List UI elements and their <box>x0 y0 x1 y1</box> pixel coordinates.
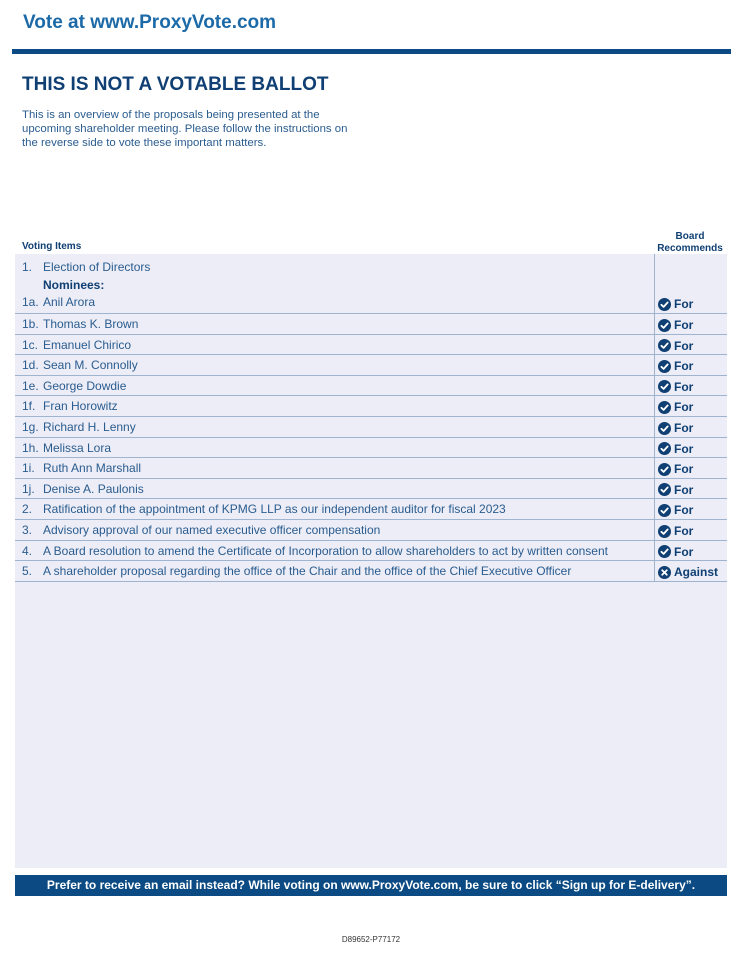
intro-text <box>22 108 367 151</box>
item-number: 4. <box>22 543 33 558</box>
item-text: Sean M. Connolly <box>43 358 138 373</box>
x-circle-icon <box>658 566 671 579</box>
item-number: 2. <box>22 502 33 517</box>
recommendation-label: Against <box>674 565 719 580</box>
recommendation-label: For <box>674 400 694 415</box>
check-circle-icon <box>658 401 671 414</box>
recommendation-label: For <box>674 482 694 497</box>
item-number: 1. <box>22 260 33 274</box>
board-recommendation <box>658 297 693 311</box>
intro-line: the reverse side to vote these important matters. <box>22 137 267 150</box>
voting-item-row <box>15 499 727 520</box>
item-number: 1j. <box>22 481 35 496</box>
board-recommendation <box>658 400 693 414</box>
item-number: 1a. <box>22 295 39 309</box>
recommendation-label: For <box>674 503 694 518</box>
check-circle-icon <box>658 422 671 435</box>
column-header-board-line: Board <box>675 231 705 242</box>
item-number: 5. <box>22 564 33 579</box>
item-number: 1e. <box>22 378 39 393</box>
item-number: 1c. <box>22 337 39 352</box>
check-circle-icon <box>658 360 671 373</box>
recommendation-label: For <box>674 544 694 559</box>
check-circle-icon <box>658 298 671 311</box>
recommendation-label: For <box>674 441 694 456</box>
item-number: 1b. <box>22 317 39 331</box>
item-text: A shareholder proposal regarding the office of the Chair and the office of the Chief Executive Officer <box>43 564 572 579</box>
board-recommendation <box>658 545 693 559</box>
check-circle-icon <box>658 319 671 332</box>
item-number: 1i. <box>22 461 35 476</box>
voting-item-row <box>15 355 727 376</box>
check-circle-icon <box>658 339 671 352</box>
check-circle-icon <box>658 483 671 496</box>
voting-item-row <box>15 520 727 541</box>
column-header-board-recommends <box>652 231 728 254</box>
item-text: Richard H. Lenny <box>43 420 136 434</box>
voting-item-row <box>15 479 727 500</box>
board-recommendation <box>658 318 693 332</box>
item-text: Emanuel Chirico <box>43 337 132 352</box>
item-text: Fran Horowitz <box>43 399 118 414</box>
recommendation-label: For <box>674 318 694 332</box>
item-text: Anil Arora <box>43 295 96 309</box>
check-circle-icon <box>658 442 671 455</box>
board-recommendation <box>658 462 693 476</box>
board-recommendation <box>658 483 693 497</box>
board-recommendation <box>658 524 693 538</box>
voting-item-row <box>15 458 727 479</box>
column-header-voting-items: Voting Items <box>22 241 82 252</box>
voting-item-row <box>15 314 727 335</box>
item-text: Melissa Lora <box>43 440 112 455</box>
item-text: Denise A. Paulonis <box>43 481 144 496</box>
board-recommendation <box>658 565 718 579</box>
nominees-label: Nominees: <box>43 278 105 292</box>
recommendation-label: For <box>674 297 694 311</box>
check-circle-icon <box>658 380 671 393</box>
voting-item-row <box>15 561 727 582</box>
recommendation-label: For <box>674 421 694 435</box>
voting-item-row <box>15 417 727 438</box>
item-number: 1f. <box>22 399 36 414</box>
recommendation-label: For <box>674 379 694 394</box>
recommendation-label: For <box>674 524 694 538</box>
check-circle-icon <box>658 545 671 558</box>
voting-item-row <box>15 438 727 459</box>
item-text: George Dowdie <box>43 378 127 393</box>
voting-item-row <box>15 396 727 417</box>
intro-line: This is an overview of the proposals being presented at the <box>22 109 320 121</box>
item-text: Advisory approval of our named executive officer compensation <box>43 523 381 537</box>
recommendation-label: For <box>674 462 694 477</box>
board-recommendation <box>658 339 693 353</box>
footer-edelivery-banner: Prefer to receive an email instead? While voting on www.ProxyVote.com, be sure to click “Sign up for E-delivery”. <box>15 875 727 896</box>
board-recommendation <box>658 442 693 456</box>
board-recommendation <box>658 421 693 435</box>
item-text: Ruth Ann Marshall <box>43 461 142 476</box>
board-recommendation <box>658 503 693 517</box>
voting-items-table <box>15 254 727 868</box>
item-text: Election of Directors <box>43 260 151 274</box>
voting-item-row <box>15 541 727 562</box>
header-rule <box>12 49 731 54</box>
header-title: Vote at www.ProxyVote.com <box>23 12 277 33</box>
item-text: Thomas K. Brown <box>43 317 139 331</box>
board-recommendation <box>658 359 693 373</box>
voting-item-row <box>15 376 727 397</box>
item-number: 3. <box>22 523 33 537</box>
intro-line: upcoming shareholder meeting. Please follow the instructions on <box>22 123 348 136</box>
check-circle-icon <box>658 504 671 517</box>
board-recommendation <box>658 380 693 394</box>
item-number: 1g. <box>22 420 39 434</box>
voting-item-row <box>15 335 727 356</box>
item-number: 1h. <box>22 440 39 455</box>
recommendation-label: For <box>674 359 694 374</box>
check-circle-icon <box>658 463 671 476</box>
item-number: 1d. <box>22 358 39 373</box>
document-code: D89652-P77172 <box>341 935 401 944</box>
ballot-title: THIS IS NOT A VOTABLE BALLOT <box>22 74 329 95</box>
column-header-board-line: Recommends <box>657 242 723 254</box>
item-text: A Board resolution to amend the Certificate of Incorporation to allow shareholders to act by written consent <box>43 543 608 558</box>
voting-item-row <box>15 294 727 314</box>
recommendation-label: For <box>674 338 694 353</box>
item-text: Ratification of the appointment of KPMG LLP as our independent auditor for fiscal 2023 <box>43 502 506 517</box>
check-circle-icon <box>658 525 671 538</box>
